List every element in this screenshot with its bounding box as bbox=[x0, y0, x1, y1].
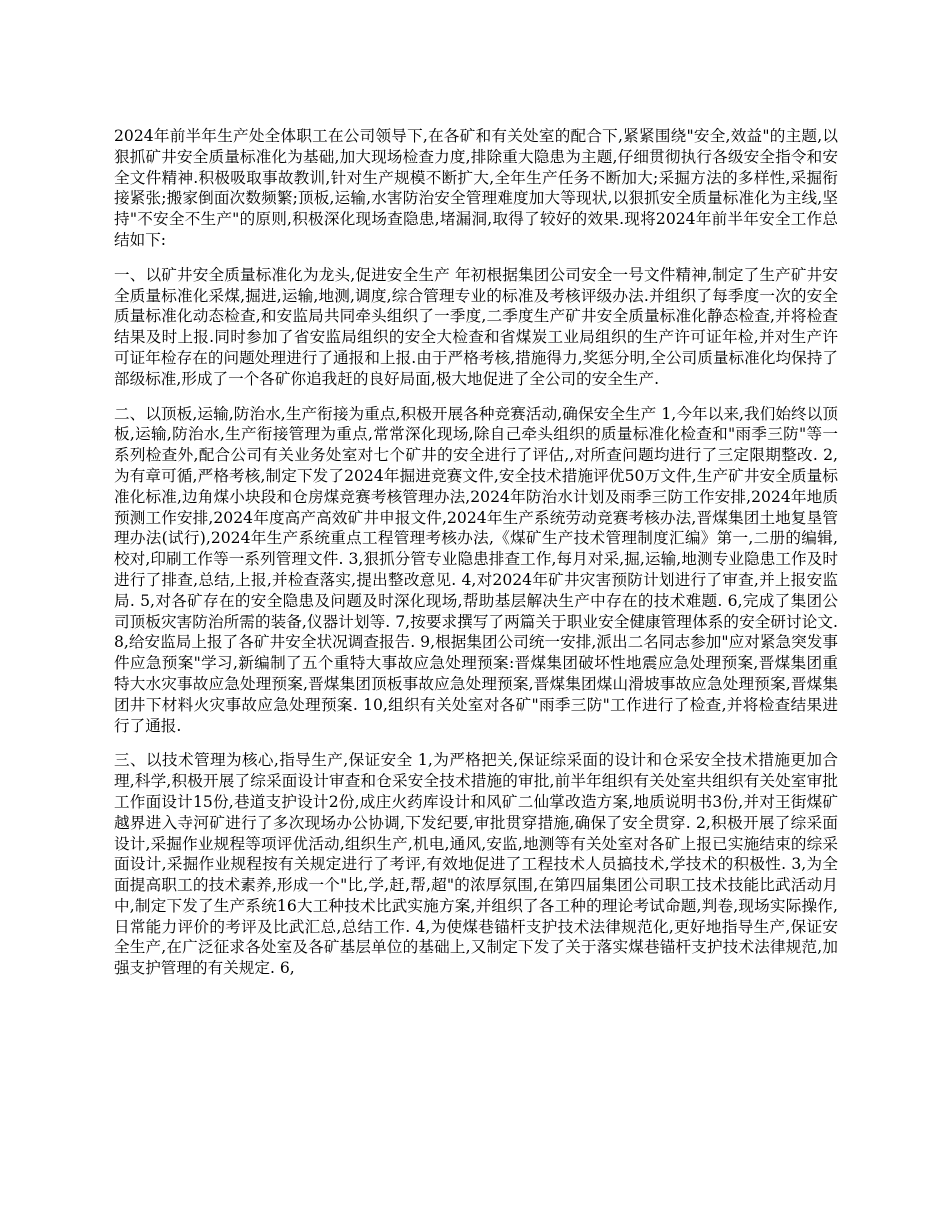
section-2-paragraph: 二、以顶板,运输,防治水,生产衔接为重点,积极开展各种竞赛活动,确保安全生产 1,今年以来,我们始终以顶板,运输,防治水,生产衔接管理为重点,常常深化现场,除自己牵头组织的质量标准化检查和"雨季三防"等一系列检查外,配合公司有关业务处室对七个矿井的安全进行了评估,,对所查问题均进行了三定限期整改. 2,为有章可循,严格考核,制定下发了2024年掘进竞赛文件,安全技术措施评优50万文件,生产矿井安全质量标准化标准,边角煤小块段和仓房煤竞赛考核管理办法,2024年防治水计划及雨季三防工作安排,2024年地质预测工作安排,2024年度高产高效矿井申报文件,2024年生产系统劳动竞赛考核办法,晋煤集团土地复垦管理办法(试行),2024年生产系统重点工程管理考核办法,《煤矿生产技术管理制度汇编》第一,二册的编辑,校对,印刷工作等一系列管理文件. 3,狠抓分管专业隐患排查工作,每月对采,掘,运输,地测专业隐患工作及时进行了排查,总结,上报,并检查落实,提出整改意见. 4,对2024年矿井灾害预防计划进行了审查,并上报安监局. 5,对各矿存在的安全隐患及问题及时深化现场,帮助基层解决生产中存在的技术难题. 6,完成了集团公司顶板灾害防治所需的装备,仪器计划等. 7,按要求撰写了两篇关于职业安全健康管理体系的安全研讨论文. 8,给安监局上报了各矿井安全状况调查报告. 9,根据集团公司统一安排,派出二名同志参加"应对紧急突发事件应急预案"学习,新编制了五个重特大事故应急处理预案:晋煤集团破坏性地震应急处理预案,晋煤集团重特大水灾事故应急处理预案,晋煤集团顶板事故应急处理预案,晋煤集团煤山滑坡事故应急处理预案,晋煤集团井下材料火灾事故应急处理预案. 10,组织有关处室对各矿"雨季三防"工作进行了检查,并将检查结果进行了通报. bbox=[114, 404, 838, 735]
document-page bbox=[114, 126, 838, 993]
section-3-paragraph: 三、以技术管理为核心,指导生产,保证安全 1,为严格把关,保证综采面的设计和仓采安全技术措施更加合理,科学,积极开展了综采面设计审查和仓采安全技术措施的审批,前半年组织有关处室共组织有关处室审批工作面设计15份,巷道支护设计2份,成庄火药库设计和风矿二仙掌改造方案,地质说明书3份,并对王街煤矿越界进入寺河矿进行了多次现场办公协调,下发纪要,审批贯穿措施,确保了安全贯穿. 2,积极开展了综采面设计,采掘作业规程等项评优活动,组织生产,机电,通风,安监,地测等有关处室对各矿上报已实施结束的综采面设计,采掘作业规程按有关规定进行了考评,有效地促进了工程技术人员搞技术,学技术的积极性. 3,为全面提高职工的技术素养,形成一个"比,学,赶,帮,超"的浓厚氛围,在第四届集团公司职工技术技能比武活动月中,制定下发了生产系统16大工种技术比武实施方案,并组织了各工种的理论考试命题,判卷,现场实际操作,日常能力评价的考评及比武汇总,总结工作. 4,为使煤巷锚杆支护技术法律规范化,更好地指导生产,保证安全生产,在广泛征求各处室及各矿基层单位的基础上,又制定下发了关于落实煤巷锚杆支护技术法律规范,加强支护管理的有关规定. 6, bbox=[114, 751, 838, 978]
section-1-paragraph: 一、以矿井安全质量标准化为龙头,促进安全生产 年初根据集团公司安全一号文件精神,制定了生产矿井安全质量标准化采煤,掘进,运输,地测,调度,综合管理专业的标准及考核评级办法.并组织了每季度一次的安全质量标准化动态检查,和安监局共同牵头组织了一季度,二季度生产矿井安全质量标准化静态检查,并将检查结果及时上报.同时参加了省安监局组织的安全大检查和省煤炭工业局组织的生产许可证年检,并对生产许可证年检存在的问题处理进行了通报和上报.由于严格考核,措施得力,奖惩分明,全公司质量标准化均保持了部级标准,形成了一个各矿你追我赶的良好局面,极大地促进了全公司的安全生产. bbox=[114, 265, 838, 388]
intro-paragraph: 2024年前半年生产处全体职工在公司领导下,在各矿和有关处室的配合下,紧紧围绕"安全,效益"的主题,以狠抓矿井安全质量标准化为基础,加大现场检查力度,排除重大隐患为主题,仔细贯彻执行各级安全指令和安全文件精神.积极吸取事故教训,针对生产规模不断扩大,全年生产任务不断加大;采掘方法的多样性,采掘衔接紧张;搬家倒面次数频繁;顶板,运输,水害防治安全管理难度加大等现状,以狠抓安全质量标准化为主线,坚持"不安全不生产"的原则,积极深化现场查隐患,堵漏洞,取得了较好的效果.现将2024年前半年安全工作总结如下: bbox=[114, 127, 838, 249]
